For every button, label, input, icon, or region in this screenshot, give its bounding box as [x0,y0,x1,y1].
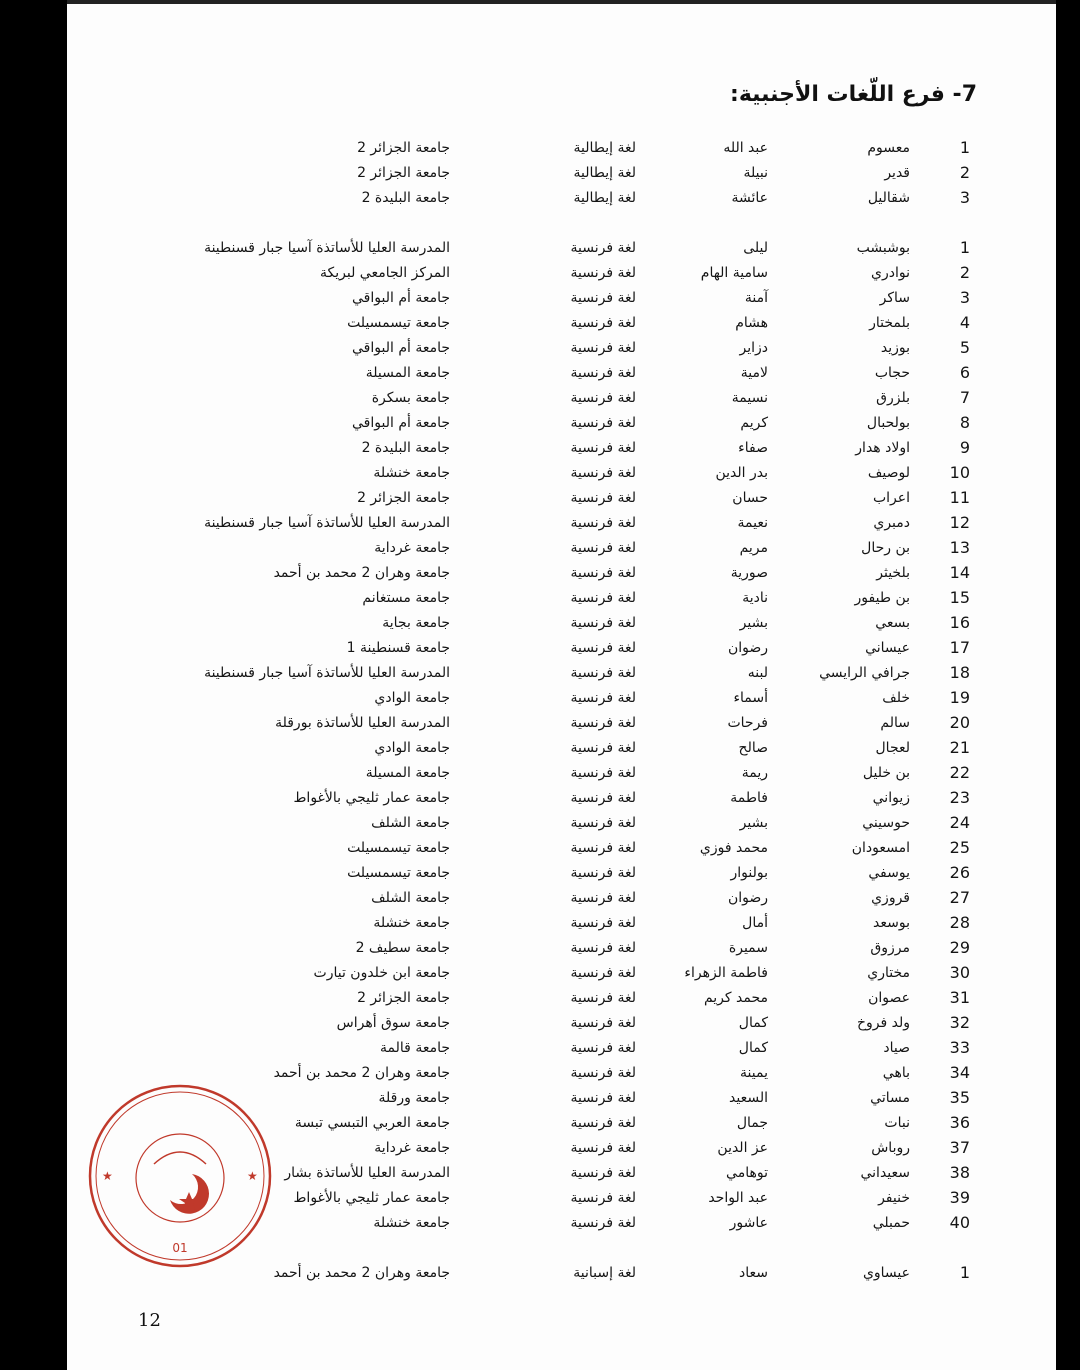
first-name: عبد الله [723,140,768,156]
language: لغة فرنسية [570,290,636,306]
institution: جامعة عمار ثليجي بالأغواط [293,1190,450,1206]
first-name: لامية [740,365,768,381]
last-name: بلزرق [876,390,910,406]
first-name: أمال [742,915,768,931]
institution: جامعة أم البواقي [352,290,450,306]
institution: جامعة العربي التبسي تبسة [294,1115,450,1131]
institution: جامعة قالمة [380,1040,450,1056]
row-number: 4 [959,313,970,332]
table-row [0,186,1080,210]
language: لغة إيطالية [573,190,636,206]
institution: جامعة المسيلة [365,365,450,381]
last-name: بن خليل [862,765,910,781]
row-number: 17 [949,638,970,657]
last-name: عيساوي [862,1265,910,1281]
row-number: 9 [959,438,970,457]
institution: جامعة وهران 2 محمد بن أحمد [273,565,450,581]
institution: جامعة سطيف 2 [355,940,450,956]
row-number: 1 [959,138,970,157]
row-number: 19 [949,688,970,707]
last-name: امسعودان [851,840,910,856]
language: لغة فرنسية [570,765,636,781]
table-row [0,761,1080,785]
table-row [0,461,1080,485]
institution: جامعة تيسمسيلت [347,865,450,881]
last-name: لوصيف [867,465,910,481]
language: لغة إيطالية [573,165,636,181]
last-name: بن رحال [861,540,910,556]
first-name: توهامي [726,1165,768,1181]
table-row [0,286,1080,310]
row-number: 7 [959,388,970,407]
first-name: ليلى [743,240,768,256]
last-name: لعجال [875,740,910,756]
row-number: 38 [949,1163,970,1182]
first-name: محمد كريم [703,990,768,1006]
row-number: 25 [949,838,970,857]
row-number: 18 [949,663,970,682]
last-name: اولاد هدار [855,440,910,456]
institution: جامعة بجاية [382,615,450,631]
row-number: 2 [959,163,970,182]
language: لغة فرنسية [570,440,636,456]
institution: جامعة وهران 2 محمد بن أحمد [273,1265,450,1281]
first-name: مريم [739,540,768,556]
institution: المدرسة العليا للأساتذة بورقلة [275,715,450,731]
last-name: مختاري [867,965,910,981]
language: لغة فرنسية [570,240,636,256]
first-name: سعاد [739,1265,768,1281]
row-number: 14 [949,563,970,582]
last-name: عيساني [865,640,910,656]
first-name: بولنوار [730,865,768,881]
table-row [0,161,1080,185]
first-name: أسماء [733,690,768,706]
last-name: روباش [871,1140,910,1156]
institution: جامعة قسنطينة 1 [346,640,450,656]
language: لغة فرنسية [570,540,636,556]
stamp-inner-ring [96,1092,264,1260]
row-number: 31 [949,988,970,1007]
institution: جامعة المسيلة [365,765,450,781]
table-row [0,911,1080,935]
table-row [0,411,1080,435]
language: لغة فرنسية [570,865,636,881]
language: لغة فرنسية [570,390,636,406]
language: لغة فرنسية [570,415,636,431]
row-number: 13 [949,538,970,557]
language: لغة فرنسية [570,265,636,281]
row-number: 8 [959,413,970,432]
last-name: حمبلي [872,1215,910,1231]
row-number: 33 [949,1038,970,1057]
language: لغة فرنسية [570,840,636,856]
first-name: سميرة [728,940,768,956]
last-name: مساتي [870,1090,910,1106]
language: لغة فرنسية [570,340,636,356]
first-name: السعيد [729,1090,768,1106]
last-name: ساكر [879,290,910,306]
first-name: عز الدين [717,1140,768,1156]
row-number: 6 [959,363,970,382]
row-number: 34 [949,1063,970,1082]
table-row [0,811,1080,835]
language: لغة فرنسية [570,690,636,706]
institution: المركز الجامعي لبريكة [320,265,450,281]
first-name: رضوان [727,640,768,656]
row-number: 15 [949,588,970,607]
first-name: كريم [740,415,768,431]
first-name: كمال [738,1040,768,1056]
first-name: جمال [736,1115,768,1131]
language: لغة فرنسية [570,365,636,381]
institution: جامعة سوق أهراس [336,1015,450,1031]
institution: جامعة ابن خلدون تيارت [313,965,450,981]
institution: جامعة البليدة 2 [361,440,450,456]
institution: جامعة غرداية [374,1140,450,1156]
language: لغة إيطالية [573,140,636,156]
institution: جامعة ورقلة [378,1090,450,1106]
institution: جامعة تيسمسيلت [347,840,450,856]
first-name: بشير [739,815,768,831]
row-number: 3 [959,188,970,207]
first-name: محمد فوزي [699,840,768,856]
last-name: دمبري [873,515,910,531]
last-name: بوشبشب [856,240,910,256]
institution: المدرسة العليا للأساتذة آسيا جبار قسنطينة [204,515,450,531]
language: لغة فرنسية [570,1165,636,1181]
table-row [0,1011,1080,1035]
table-row [0,486,1080,510]
table-row [0,636,1080,660]
row-number: 37 [949,1138,970,1157]
institution: جامعة أم البواقي [352,415,450,431]
last-name: بوسعد [873,915,910,931]
first-name: لبنه [747,665,768,681]
table-row [0,261,1080,285]
language: لغة فرنسية [570,1065,636,1081]
language: لغة فرنسية [570,990,636,1006]
table-row [0,386,1080,410]
language: لغة فرنسية [570,515,636,531]
table-row [0,536,1080,560]
table-row [0,961,1080,985]
language: لغة فرنسية [570,1190,636,1206]
institution: جامعة الجزائر 2 [357,990,450,1006]
table-row [0,886,1080,910]
first-name: رضوان [727,890,768,906]
row-number: 12 [949,513,970,532]
language: لغة فرنسية [570,1140,636,1156]
last-name: بولحبال [866,415,910,431]
table-row [0,936,1080,960]
table-row [0,511,1080,535]
last-name: بن طيفور [854,590,910,606]
last-name: بلمختار [869,315,910,331]
last-name: جرافي الرايسي [819,665,910,681]
row-number: 23 [949,788,970,807]
table-row [0,736,1080,760]
row-number: 32 [949,1013,970,1032]
stamp-left-star: ★ [102,1169,113,1183]
row-number: 3 [959,288,970,307]
first-name: دزاير [739,340,768,356]
last-name: قدير [884,165,910,181]
row-number: 40 [949,1213,970,1232]
table-row [0,561,1080,585]
last-name: قروزي [871,890,910,906]
first-name: ريمة [741,765,768,781]
institution: جامعة عمار ثليجي بالأغواط [293,790,450,806]
row-number: 30 [949,963,970,982]
table-row [0,361,1080,385]
last-name: نبات [884,1115,910,1131]
table-row [0,336,1080,360]
language: لغة فرنسية [570,790,636,806]
institution: جامعة غرداية [374,540,450,556]
institution: جامعة الجزائر 2 [357,140,450,156]
first-name: فاطمة الزهراء [684,965,768,981]
stamp-right-star: ★ [247,1169,258,1183]
table-row [0,436,1080,460]
first-name: نعيمة [737,515,768,531]
row-number: 1 [959,1263,970,1282]
stamp-code: 01 [172,1241,188,1255]
row-number: 29 [949,938,970,957]
row-number: 28 [949,913,970,932]
language: لغة فرنسية [570,915,636,931]
last-name: مرزوق [870,940,910,956]
stamp-outer-ring [90,1086,270,1266]
institution: جامعة تيسمسيلت [347,315,450,331]
institution: جامعة وهران 2 محمد بن أحمد [273,1065,450,1081]
first-name: يمينة [740,1065,768,1081]
first-name: صفاء [738,440,768,456]
last-name: اعراب [872,490,910,506]
row-number: 36 [949,1113,970,1132]
last-name: ولد فروخ [856,1015,910,1031]
first-name: هشام [735,315,768,331]
last-name: معسوم [867,140,910,156]
last-name: سعيداني [860,1165,910,1181]
first-name: عبد الواحد [708,1190,768,1206]
first-name: حسان [732,490,768,506]
table-row [0,711,1080,735]
row-number: 10 [949,463,970,482]
language: لغة فرنسية [570,565,636,581]
first-name: سامية الهام [700,265,768,281]
table-row [0,586,1080,610]
first-name: فرحات [727,715,768,731]
table-row [0,836,1080,860]
row-number: 35 [949,1088,970,1107]
table-row [0,686,1080,710]
last-name: نوادري [871,265,910,281]
table-row [0,861,1080,885]
language: لغة فرنسية [570,490,636,506]
institution: جامعة خنشلة [373,915,450,931]
section-heading: 7- فرع اللّغات الأجنبية: [730,82,977,107]
institution: جامعة الجزائر 2 [357,165,450,181]
row-number: 22 [949,763,970,782]
first-name: نادية [742,590,768,606]
last-name: صياد [883,1040,910,1056]
last-name: زيواني [872,790,910,806]
row-number: 21 [949,738,970,757]
last-name: بلخيثر [876,565,910,581]
first-name: عائشة [731,190,768,206]
first-name: بشير [739,615,768,631]
language: لغة فرنسية [570,465,636,481]
last-name: عصوان [868,990,910,1006]
official-stamp [84,1080,276,1272]
institution: جامعة الجزائر 2 [357,490,450,506]
institution: جامعة خنشلة [373,1215,450,1231]
language: لغة فرنسية [570,965,636,981]
last-name: باهي [882,1065,910,1081]
language: لغة فرنسية [570,315,636,331]
first-name: صالح [738,740,768,756]
table-row [0,311,1080,335]
institution: جامعة الوادي [374,740,450,756]
institution: جامعة البليدة 2 [361,190,450,206]
language: لغة فرنسية [570,615,636,631]
last-name: حوسيني [862,815,910,831]
language: لغة فرنسية [570,1090,636,1106]
first-name: صورية [730,565,768,581]
first-name: كمال [738,1015,768,1031]
table-row [0,661,1080,685]
table-row [0,611,1080,635]
last-name: بوزيد [880,340,910,356]
language: لغة فرنسية [570,1215,636,1231]
row-number: 16 [949,613,970,632]
page-number: 12 [138,1310,161,1331]
first-name: فاطمة [730,790,768,806]
institution: جامعة خنشلة [373,465,450,481]
institution: جامعة بسكرة [371,390,450,406]
institution: المدرسة العليا للأساتذة بشار [284,1165,450,1181]
institution: جامعة الوادي [374,690,450,706]
first-name: بدر الدين [715,465,768,481]
institution: جامعة الشلف [371,890,450,906]
table-row [0,986,1080,1010]
first-name: نبيلة [743,165,768,181]
row-number: 39 [949,1188,970,1207]
last-name: يوسفي [868,865,910,881]
institution: جامعة الشلف [371,815,450,831]
language: لغة فرنسية [570,640,636,656]
last-name: بسعي [875,615,910,631]
row-number: 2 [959,263,970,282]
language: لغة فرنسية [570,815,636,831]
language: لغة فرنسية [570,1040,636,1056]
last-name: سالم [880,715,910,731]
table-row [0,1036,1080,1060]
institution: جامعة أم البواقي [352,340,450,356]
language: لغة فرنسية [570,715,636,731]
institution: المدرسة العليا للأساتذة آسيا جبار قسنطينة [204,240,450,256]
first-name: آمنة [744,290,768,306]
last-name: خنيفر [878,1190,910,1206]
language: لغة إسبانية [573,1265,636,1281]
last-name: خلف [882,690,910,706]
row-number: 24 [949,813,970,832]
language: لغة فرنسية [570,1015,636,1031]
row-number: 1 [959,238,970,257]
institution: جامعة مستغانم [362,590,450,606]
language: لغة فرنسية [570,940,636,956]
first-name: عاشور [729,1215,768,1231]
language: لغة فرنسية [570,1115,636,1131]
language: لغة فرنسية [570,740,636,756]
row-number: 5 [959,338,970,357]
language: لغة فرنسية [570,590,636,606]
row-number: 27 [949,888,970,907]
emblem-arc [154,1152,206,1164]
last-name: شقاليل [867,190,910,206]
table-row [0,136,1080,160]
last-name: حجاب [874,365,910,381]
row-number: 26 [949,863,970,882]
row-number: 20 [949,713,970,732]
table-row [0,786,1080,810]
first-name: نسيمة [731,390,768,406]
table-row [0,236,1080,260]
language: لغة فرنسية [570,665,636,681]
institution: المدرسة العليا للأساتذة آسيا جبار قسنطينة [204,665,450,681]
row-number: 11 [949,488,970,507]
language: لغة فرنسية [570,890,636,906]
